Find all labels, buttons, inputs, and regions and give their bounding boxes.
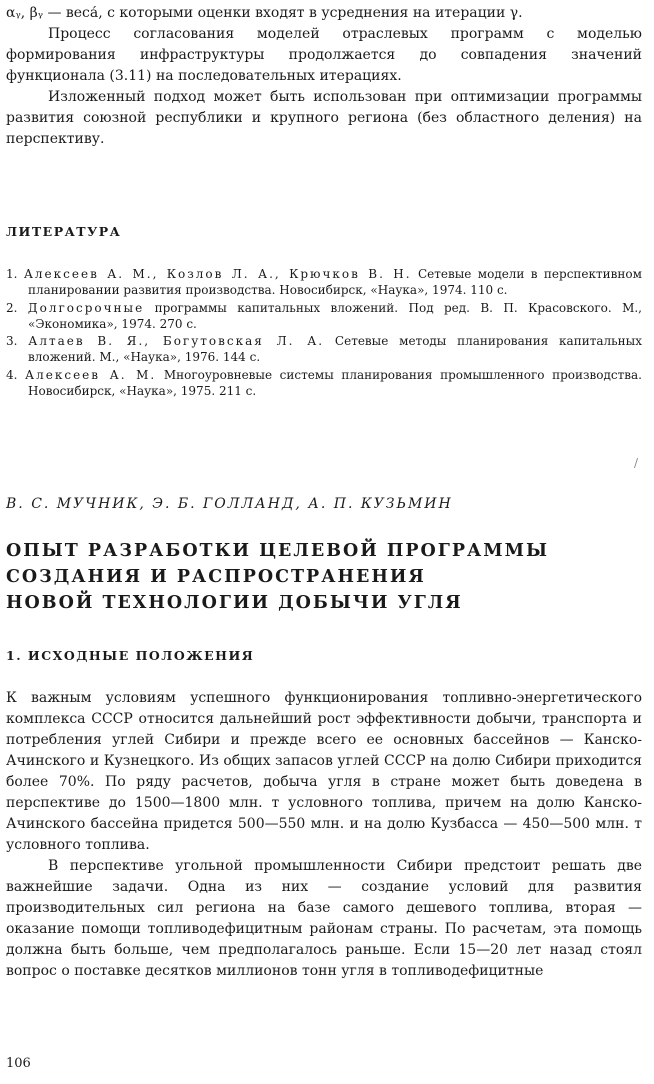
reference-item: 3. Алтаев В. Я., Богутовская Л. А. Сетевые методы планирования капитальных вложений. М., «Наука», 1976. 144 с. bbox=[6, 334, 642, 365]
margin-mark: / bbox=[634, 456, 639, 470]
title-line: ОПЫТ РАЗРАБОТКИ ЦЕЛЕВОЙ ПРОГРАММЫ bbox=[6, 541, 550, 561]
page-number: 106 bbox=[6, 1056, 31, 1071]
reference-author: Алтаев В. Я., Богутовская Л. А. bbox=[28, 334, 325, 349]
weights-definition: αᵧ, βᵧ — веса́, с которыми оценки входят в усреднения на итерации γ. bbox=[6, 5, 523, 21]
article-body bbox=[6, 688, 642, 982]
reference-item: 4. Алексеев А. М. Многоуровневые системы планирования промышленного производства. Новосибирск, «Наука», 1975. 211 с. bbox=[6, 367, 642, 399]
title-line: СОЗДАНИЯ И РАСПРОСТРАНЕНИЯ bbox=[6, 567, 426, 587]
article-paragraph-2: В перспективе угольной промышленности Сибири предстоит решать две важнейшие задачи. Одна из них — создание условий для развития производительных сил региона на базе самого дешевого топлива, вторая — оказание помощи топливодефицитным районам страны. По расчетам, эта помощь должна быть больше, чем предполагалось раньше. Если 15—20 лет назад стоял вопрос о поставке десятков миллионов тонн угля в топливодефицитные bbox=[6, 858, 642, 979]
reference-author: Долгосрочные bbox=[27, 300, 145, 315]
reference-author: Алексеев А. М., Козлов Л. А., Крючков В. Н. bbox=[23, 267, 412, 281]
intro-text bbox=[6, 3, 642, 150]
section-heading: 1. ИСХОДНЫЕ ПОЛОЖЕНИЯ bbox=[6, 648, 255, 663]
title-line: НОВОЙ ТЕХНОЛОГИИ ДОБЫЧИ УГЛЯ bbox=[6, 593, 463, 613]
reference-author: Алексеев А. М. bbox=[25, 367, 157, 382]
references-list bbox=[6, 266, 642, 400]
article-paragraph-1: К важным условиям успешного функционирования топливно-энергетического комплекса СССР относится дальнейший рост эффективности добычи, транспорта и потребления углей Сибири и прежде всего ее основных бассейнов — Канско-Ачинского и Кузнецкого. Из общих запасов углей СССР на долю Сибири приходится более 70%. По ряду расчетов, добыча угля в стране может быть доведена в перспективе до 1500—1800 млн. т условного топлива, причем на долю Канско-Ачинского бассейна придется 500—550 млн. и на долю Кузбасса — 450—500 млн. т условного топлива. bbox=[6, 690, 642, 853]
intro-paragraph-1: Процесс согласования моделей отраслевых программ с моделью формирования инфраструктуры продолжается до совпадения значений функционала (3.11) на последовательных итерациях. bbox=[6, 26, 642, 84]
references-heading: ЛИТЕРАТУРА bbox=[6, 224, 122, 239]
intro-paragraph-2: Изложенный подход может быть использован при оптимизации программы развития союзной республики и крупного региона (без областного деления) на перспективу. bbox=[6, 89, 642, 147]
article-title bbox=[6, 538, 642, 616]
reference-item: 2. Долгосрочные программы капитальных вложений. Под ред. В. П. Красовского. М., «Экономика», 1974. 270 с. bbox=[6, 300, 642, 331]
reference-item: 1. Алексеев А. М., Козлов Л. А., Крючков В. Н. Сетевые модели в перспективном планировании развития производства. Новосибирск, «Наука», 1974. 110 с. bbox=[6, 267, 642, 298]
article-authors: В. С. МУЧНИК, Э. Б. ГОЛЛАНД, А. П. КУЗЬМИН bbox=[6, 496, 453, 512]
